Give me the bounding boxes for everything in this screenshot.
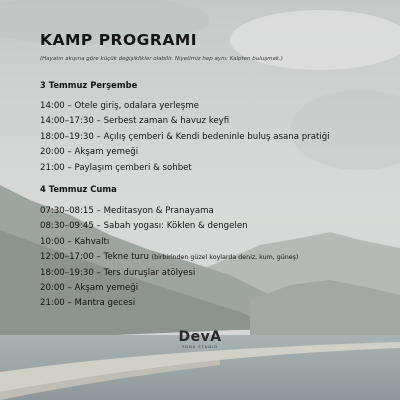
schedule-item: 21:00 – Mantra gecesi	[40, 298, 136, 309]
schedule-item: 14:00 – Otele giriş, odalara yerleşme	[40, 101, 199, 111]
schedule-item: 14:00–17:30 – Serbest zaman & havuz keyfi	[40, 116, 230, 127]
schedule-note: (Hayatın akışına göre küçük değişiklikler olabilir. Niyetimiz hep aynı: Kalpten buluşmak.)	[40, 56, 283, 62]
logo-tagline: YOGA STUDIO	[182, 345, 218, 349]
page-title: KAMP PROGRAMI	[40, 31, 198, 49]
schedule-item: 20:00 – Akşam yemeği	[40, 147, 139, 158]
deva-logo	[0, 330, 400, 350]
schedule-item-boat-tour	[40, 250, 298, 265]
boat-tour-note: (birbirinden güzel koylarda deniz, kum, güneş)	[151, 254, 299, 262]
schedule-item: 10:00 – Kahvaltı	[40, 236, 110, 247]
schedule-item: 21:00 – Paylaşım çemberi & sohbet	[40, 162, 192, 173]
day-heading-friday: 4 Temmuz Cuma	[40, 184, 117, 194]
day-heading-thursday: 3 Temmuz Perşembe	[40, 80, 138, 90]
schedule-list-thursday	[40, 99, 330, 176]
schedule-item: 18:00–19:30 – Açılış çemberi & Kendi bedeninle buluş asana pratiği	[40, 131, 330, 142]
schedule-list-friday	[40, 204, 298, 312]
schedule-item: 07:30–08:15 – Meditasyon & Pranayama	[40, 206, 214, 216]
logo-wordmark: DevA	[178, 329, 222, 345]
schedule-item-text: 12:00–17:00 – Tekne turu	[40, 252, 152, 263]
schedule-item: 20:00 – Akşam yemeği	[40, 282, 139, 293]
schedule-item: 08:30–09:45 – Sabah yogası: Köklen & dengelen	[40, 221, 248, 232]
schedule-item: 18:00–19:30 – Ters duruşlar atölyesi	[40, 267, 196, 278]
